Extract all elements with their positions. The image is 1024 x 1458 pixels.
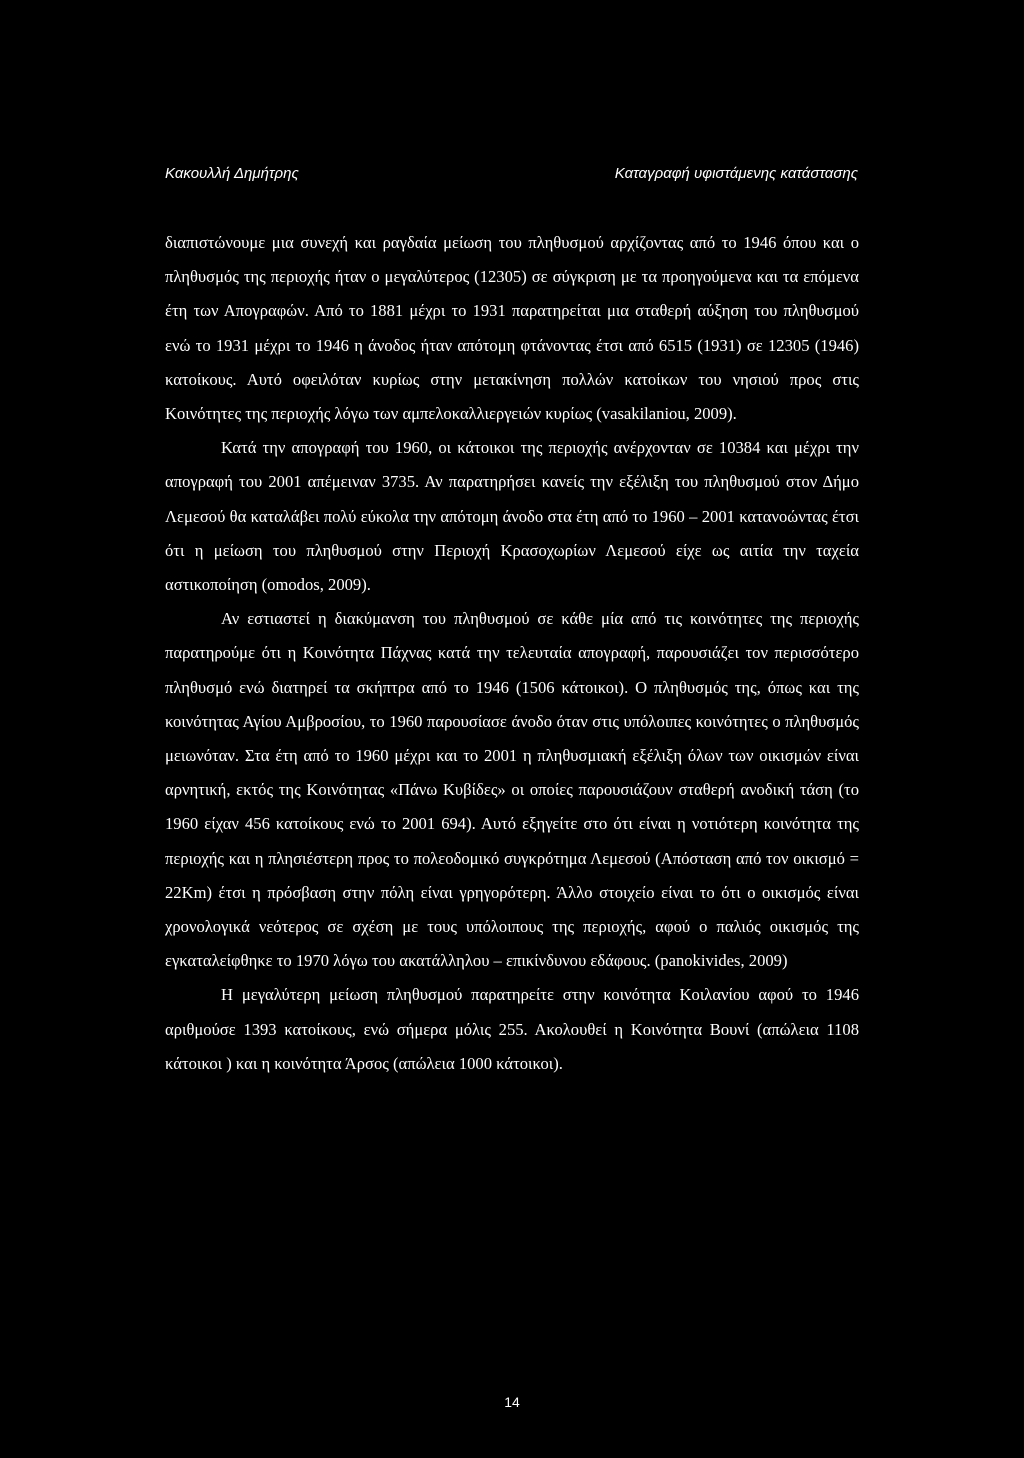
paragraph-largest-decrease: Η μεγαλύτερη μείωση πληθυσμού παρατηρείτε στην κοινότητα Κοιλανίου αφού το 1946 αριθμούσε 1393 κατοίκους, ενώ σήμερα μόλις 255. Ακολουθεί η Κοινότητα Βουνί (απώλεια 1108 κάτοικοι ) και η κοινότητα Άρσος (απώλεια 1000 κάτοικοι). bbox=[165, 985, 859, 1073]
paragraph-continuation: διαπιστώνουμε μια συνεχή και ραγδαία μείωση του πληθυσμού αρχίζοντας από το 1946 όπου και ο πληθυσμός της περιοχής ήταν ο μεγαλύτερος (12305) σε σύγκριση με τα προηγούμενα και τα επόμενα έτη των Απογραφών. Από το 1881 μέχρι το 1931 παρατηρείται μια σταθερή αύξηση του πληθυσμού ενώ το 1931 μέχρι το 1946 η άνοδος ήταν απότομη φτάνοντας έτσι από 6515 (1931) σε 12305 (1946) κατοίκους. Αυτό οφειλόταν κυρίως στην μετακίνηση πολλών κατοίκων του νησιού προς στις Κοινότητες της περιοχής λόγω των αμπελοκαλλιεργειών κυρίως (vasakilaniou, 2009). bbox=[165, 233, 859, 424]
header-author: Κακουλλή Δημήτρης bbox=[165, 165, 299, 182]
page-number: 14 bbox=[504, 1394, 520, 1410]
body-text bbox=[165, 226, 859, 1081]
page-header bbox=[165, 165, 858, 182]
paragraph-census-1960: Κατά την απογραφή του 1960, οι κάτοικοι της περιοχής ανέρχονταν σε 10384 και μέχρι την απογραφή του 2001 απέμειναν 3735. Αν παρατηρήσει κανείς την εξέλιξη του πληθυσμού στον Δήμο Λεμεσού θα καταλάβει πολύ εύκολα την απότομη άνοδο στα έτη από το 1960 – 2001 κατανοώντας έτσι ότι η μείωση του πληθυσμού στην Περιοχή Κρασοχωρίων Λεμεσού είχε ως αιτία την ταχεία αστικοποίηση (omodos, 2009). bbox=[165, 438, 859, 595]
paragraph-communities: Αν εστιαστεί η διακύμανση του πληθυσμού σε κάθε μία από τις κοινότητες της περιοχής παρατηρούμε ότι η Κοινότητα Πάχνας κατά την τελευταία απογραφή, παρουσιάζει τον περισσότερο πληθυσμό ενώ διατηρεί τα σκήπτρα από το 1946 (1506 κάτοικοι). Ο πληθυσμός της, όπως και της κοινότητας Αγίου Αμβροσίου, το 1960 παρουσίασε άνοδο όταν στις υπόλοιπες κοινότητες ο πληθυσμός μειωνόταν. Στα έτη από το 1960 μέχρι και το 2001 η πληθυσμιακή εξέλιξη όλων των οικισμών είναι αρνητική, εκτός της Κοινότητας «Πάνω Κυβίδες» οι οποίες παρουσιάζουν σταθερή ανοδική τάση (το 1960 είχαν 456 κατοίκους ενώ το 2001 694). Αυτό εξηγείτε στο ότι είναι η νοτιότερη κοινότητα της περιοχής και η πλησιέστερη προς το πολεοδομικό συγκρότημα Λεμεσού (Απόσταση από τον οικισμό = 22Km) έτσι η πρόσβαση στην πόλη είναι γρηγορότερη. Άλλο στοιχείο είναι το ότι ο οικισμός είναι χρονολογικά νεότερος σε σχέση με τους υπόλοιπους της περιοχής, αφού ο παλιός οικισμός της εγκαταλείφθηκε το 1970 λόγω του ακατάλληλου – επικίνδυνου εδάφους. (panokivides, 2009) bbox=[165, 609, 859, 971]
header-title: Καταγραφή υφιστάμενης κατάστασης bbox=[614, 165, 858, 182]
